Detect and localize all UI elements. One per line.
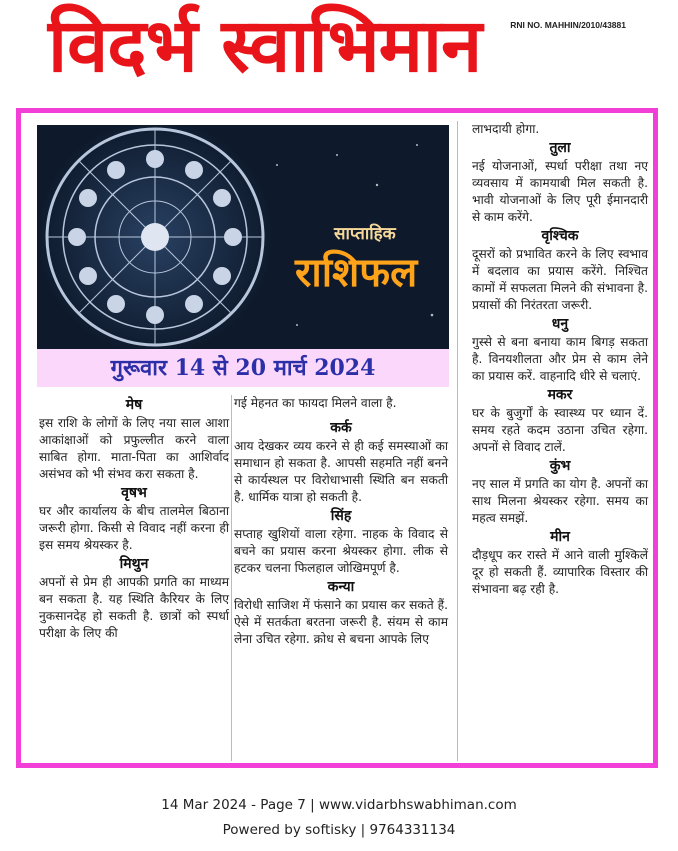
article-frame <box>16 108 658 768</box>
sign-heading-kark: कर्क <box>330 420 352 436</box>
sign-text-mesh: इस राशि के लोगों के लिए नया साल आशा आकांक्षाओं को प्रफुल्लीत करने वाला साबित होगा. माता-पिता का आशिर्वाद असंभव को भी संभव करा सकता है. <box>39 416 229 481</box>
sign-text-makar: घर के बुजुर्गों के स्वास्थ्य पर ध्यान दें. समय रहते कदम उठाना उचित रहेगा. अपनों से विवाद टालें. <box>472 406 648 454</box>
hero-title: राशिफल <box>295 250 418 296</box>
sign-text-kumbh: नए साल में प्रगति का योग है. अपनों का साथ मिलना श्रेयस्कर रहेगा. समय का महत्व समझें. <box>472 477 648 525</box>
column-1 <box>39 395 229 642</box>
date-range-text: गुरूवार 14 से 20 मार्च 2024 <box>110 355 376 381</box>
sign-text-meen: दौड़धूप कर रास्ते में आने वाली मुश्किलें दूर हो सकती हैं. व्यापारिक विस्तार की संभावना बढ़ रही है. <box>472 548 648 596</box>
sign-heading-makar: मकर <box>547 387 573 403</box>
horoscope-hero-image <box>37 125 449 361</box>
sign-heading-kumbh: कुंभ <box>549 458 571 474</box>
date-banner <box>37 349 449 387</box>
continued-text: लाभदायी होगा. <box>472 122 540 136</box>
column-divider <box>231 395 232 761</box>
column-divider <box>457 121 458 761</box>
hero-subtitle: साप्ताहिक <box>334 224 396 244</box>
sign-heading-mesh: मेष <box>125 397 143 413</box>
sign-text-singh: सप्ताह खुशियों वाला रहेगा. नाहक के विवाद से बचने का प्रयास करना श्रेयस्कर होगा. लीक से हटकर चलना फिलहाल जोखिमपूर्ण है. <box>234 527 448 575</box>
sign-heading-kanya: कन्या <box>327 579 355 595</box>
rni-number: RNI NO. MAHHIN/2010/43881 <box>510 20 626 30</box>
sign-heading-singh: सिंह <box>330 508 352 524</box>
sign-text-vrishchik: दूसरों को प्रभावित करने के लिए स्वभाव में बदलाव का प्रयास करेंगे. निश्चित कामों में सफलता मिलने की संभावना है. प्रयासों की निरंतरता जरूरी. <box>472 247 648 312</box>
sign-heading-dhanu: धनु <box>551 316 569 332</box>
masthead <box>0 0 678 100</box>
column-2 <box>234 395 448 648</box>
newspaper-title: विदर्भ स्वाभिमान <box>48 3 482 89</box>
footer-credit: Powered by softisky | 9764331134 <box>222 822 456 838</box>
sign-text-vrishabh: घर और कार्यालय के बीच तालमेल बिठाना जरूरी होगा. किसी से विवाद नहीं करना ही इस समय श्रेयस्कर है. <box>39 504 229 552</box>
sign-heading-vrishabh: वृषभ <box>121 485 147 501</box>
sign-heading-mithun: मिथुन <box>119 556 149 572</box>
sign-text-dhanu: गुस्से से बना बनाया काम बिगड़ सकता है. विनयशीलता और प्रेम से काम लेने का प्रयास करें. वाहनादि धीरे से चलाएं. <box>472 335 648 383</box>
sign-heading-tula: तुला <box>549 140 571 156</box>
column-3 <box>472 121 648 598</box>
sign-text-kanya: विरोधी साजिश में फंसाने का प्रयास कर सकते हैं. ऐसे में सतर्कता बरतना जरूरी है. संयम से काम लेना उचित रहेगा. क्रोध से बचना आपके लिए <box>234 598 448 646</box>
footer-page-info: 14 Mar 2024 - Page 7 | www.vidarbhswabhiman.com <box>161 797 517 813</box>
sign-text-kark: आय देखकर व्यय करने से ही कई समस्याओं का समाधान हो सकता है. आपसी सहमति नहीं बनने से कार्यस्थल पर विरोधाभासी स्थिति बन सकती है. धार्मिक यात्रा हो सकती है. <box>234 439 448 504</box>
sign-text-tula: नई योजनाओं, स्पर्धा परीक्षा तथा नए व्यवसाय में कामयाबी मिल सकती है. भावी योजनाओं के लिए पूरी ईमानदारी से काम करेंगे. <box>472 159 648 224</box>
sign-heading-vrishchik: वृश्चिक <box>541 228 579 244</box>
sign-heading-meen: मीन <box>550 529 570 545</box>
sign-text-mithun: अपनों से प्रेम ही आपकी प्रगति का माध्यम बन सकता है. यह स्थिति कैरियर के लिए नुकसानदेह हो सकती है. छात्रों को स्पर्धा परीक्षा के लिए की <box>39 575 229 640</box>
continued-text: गई मेहनत का फायदा मिलने वाला है. <box>234 396 397 410</box>
